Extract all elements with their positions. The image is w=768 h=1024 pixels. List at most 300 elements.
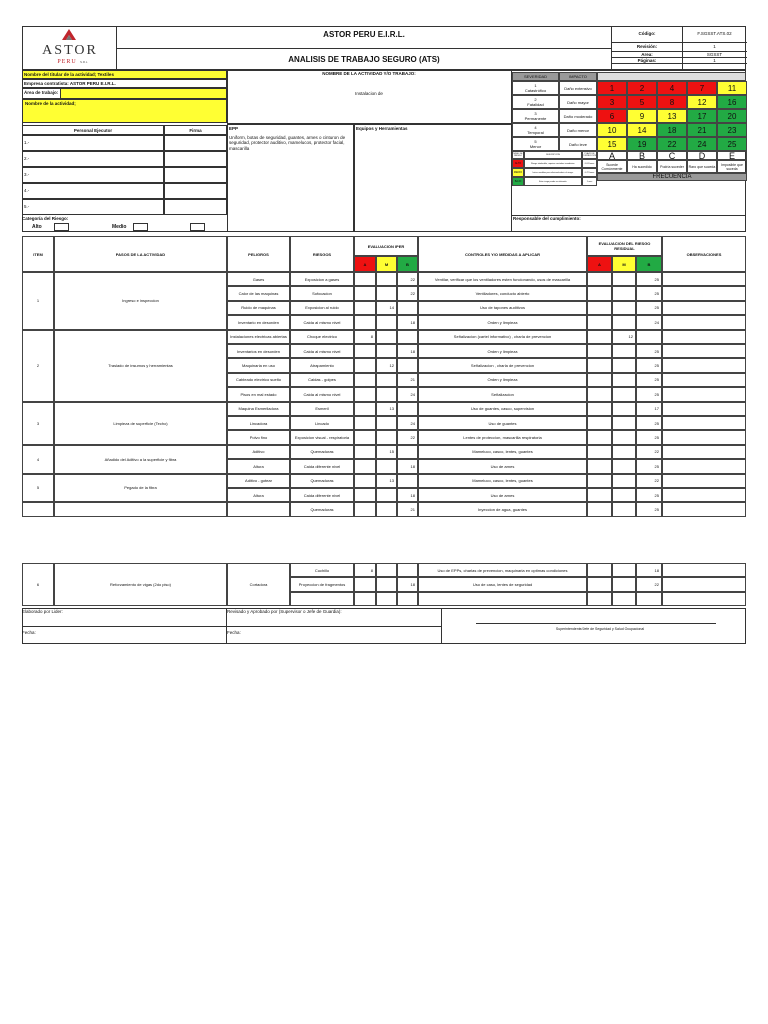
cell-rb: 25 — [636, 344, 662, 358]
cell-ra — [587, 330, 612, 344]
contratista-field: Empresa contratista: ASTOR PERU E.I.R.L. — [22, 79, 227, 88]
firma-sst: Superintendente/Jefe de Seguridad y Salud Ocupacional — [555, 627, 645, 631]
col-obs: OBSERVACIONES — [662, 236, 746, 272]
cell-b — [397, 301, 418, 315]
cell-peligro: Altura — [227, 488, 290, 502]
empty-cell — [397, 592, 418, 606]
matrix-col-desc: Imposible que suceda — [717, 160, 747, 173]
meta-value-codigo: F.SGSST.ATS.02 — [697, 31, 732, 36]
cell-obs — [662, 387, 746, 401]
col-eval: EVALUACION IPER — [354, 236, 418, 256]
matrix-impact: Daño extensivo — [559, 81, 597, 95]
matrix-impact: Daño leve — [559, 137, 597, 151]
cell-ra — [587, 445, 612, 459]
firma-cell — [164, 183, 227, 199]
area-field: Área de trabajo: — [22, 88, 227, 99]
matrix-col-letter: D — [687, 151, 717, 160]
empty-cell — [290, 592, 354, 606]
cell-a — [354, 502, 376, 516]
doc-title: ANALISIS DE TRABAJO SEGURO (ATS) — [288, 55, 440, 64]
item-number: 4 — [22, 445, 54, 474]
matrix-severity: 1 Catastrófico — [512, 81, 559, 95]
cell-b — [397, 445, 418, 459]
cell-m: 14 — [376, 301, 397, 315]
footer-divider-h — [22, 626, 442, 627]
meta-label-codigo: Código: — [638, 31, 656, 36]
legend-level: ALTO — [512, 159, 524, 168]
empty-cell — [612, 592, 636, 606]
cell-control: Señalizacion , charla de prevencion — [418, 358, 587, 372]
cell-m — [376, 459, 397, 473]
matrix-col-desc: Raro que suceda — [687, 160, 717, 173]
matrix-severity: 5 Menor — [512, 137, 559, 151]
cell-rm — [612, 286, 636, 300]
cell-riesgo: Caida al mismo nivel — [290, 387, 354, 401]
cell-control: Orden y limpieza — [418, 373, 587, 387]
cell-m — [376, 416, 397, 430]
activity-step: Ingreso e inspeccion — [54, 272, 227, 330]
matrix-severity: 3 Permanente — [512, 109, 559, 123]
cell-peligro: Maquina Esmeriladora — [227, 402, 290, 416]
cell-b: 18 — [397, 577, 418, 591]
cell-m — [376, 315, 397, 329]
cell-a — [354, 416, 376, 430]
cell-rm — [612, 272, 636, 286]
cell-control: Señalizacion (cartel informativo) , charla de prevencion — [418, 330, 587, 344]
cell-peligro: Inventarios en desorden — [227, 344, 290, 358]
cell-obs — [662, 416, 746, 430]
legend-plazo: 0-24 horas — [582, 159, 597, 168]
cell-b: 18 — [397, 488, 418, 502]
cell-rm — [612, 301, 636, 315]
item-number: 2 — [22, 330, 54, 402]
cell-rb: 25 — [636, 358, 662, 372]
cell-m — [376, 577, 397, 591]
eval-b: B — [397, 256, 418, 272]
legend-text: Riesgo intolerable, requiere controles inmediatos. — [524, 159, 582, 168]
cell-riesgo: Caida diferente nivel — [290, 488, 354, 502]
cell-a — [354, 358, 376, 372]
item-number: 6 — [22, 563, 54, 606]
cell-rb: 22 — [636, 474, 662, 488]
eval-a: A — [354, 256, 376, 272]
matrix-value: 24 — [687, 137, 717, 151]
cell-riesgo: Atrapamiento — [290, 358, 354, 372]
item-number: 3 — [22, 402, 54, 445]
cell-riesgo: Quemaduras — [290, 474, 354, 488]
firma-cell — [164, 199, 227, 215]
cell-b: 24 — [397, 387, 418, 401]
legend-text: Iniciar medidas para eliminar/reducir el riesgo. — [524, 168, 582, 177]
firma-label: Firma — [164, 125, 227, 135]
responsable-line — [512, 215, 746, 216]
col-residual: EVALUACION DEL RIESGO RESIDUAL — [587, 236, 662, 256]
cell-riesgo: Esmeril — [290, 402, 354, 416]
activity-value: Instalacion de — [355, 91, 383, 96]
fecha1-label: Fecha: — [22, 630, 36, 635]
cell-control: Mameluco, casco, lentes, guantes — [418, 474, 587, 488]
cell-a — [354, 387, 376, 401]
cell-obs — [662, 301, 746, 315]
revisado-label: Revisado y Aprobado por (Supervisor o Jefe de Guardia): — [227, 609, 342, 614]
cell-ra — [587, 301, 612, 315]
col-item: ITEM — [22, 236, 54, 272]
matrix-value: 20 — [717, 109, 747, 123]
matrix-value: 18 — [657, 123, 687, 137]
logo — [22, 26, 117, 70]
matrix-impact: Daño mayor — [559, 95, 597, 109]
cell-b — [397, 330, 418, 344]
matrix-value: 11 — [717, 81, 747, 95]
matrix-col-desc: Podría suceder — [657, 160, 687, 173]
personal-row: 4.- — [22, 183, 164, 199]
cell-peligro: Pisos en mal estado — [227, 387, 290, 401]
cell-rb: 25 — [636, 272, 662, 286]
matrix-value: 23 — [717, 123, 747, 137]
cell-ra — [587, 563, 612, 577]
cell-rb: 18 — [636, 563, 662, 577]
cell-obs — [662, 330, 746, 344]
cell-a — [354, 315, 376, 329]
cell-rb: 25 — [636, 373, 662, 387]
alto-label: Alto — [32, 224, 42, 230]
cell-control: Uso de caso, lentes de seguridad — [418, 577, 587, 591]
legend-head-plazo: PLAZO DE CORRECCIÓN — [582, 153, 597, 157]
cell-a — [354, 430, 376, 444]
personal-row: 3.- — [22, 167, 164, 183]
cell-m — [376, 344, 397, 358]
matrix-impact: Daño menor — [559, 123, 597, 137]
cell-b: 22 — [397, 286, 418, 300]
cell-peligro: Ruido de maquinas — [227, 301, 290, 315]
meta-label-area: Area: — [641, 52, 653, 57]
cell-riesgo: Caidas - golpes — [290, 373, 354, 387]
cell-peligro: Instalaciones electricas abiertas — [227, 330, 290, 344]
cell-rm — [612, 387, 636, 401]
cell-control: Orden y limpieza — [418, 315, 587, 329]
cell-obs — [662, 344, 746, 358]
cell-peligro: Aditivo — [227, 445, 290, 459]
cell-peligro: Maquinaria en uso — [227, 358, 290, 372]
cell-rb: 22 — [636, 445, 662, 459]
cell-a — [354, 272, 376, 286]
title-divider — [117, 48, 611, 49]
cell-obs — [662, 358, 746, 372]
nombre-actividad-field: Nombre de la actividad; — [22, 99, 227, 123]
matrix-value: 8 — [657, 95, 687, 109]
item-number: 5 — [22, 474, 54, 503]
cell-b — [397, 474, 418, 488]
cell-a — [354, 488, 376, 502]
cell-rb: 25 — [636, 459, 662, 473]
cell-control: Uso de guantes — [418, 416, 587, 430]
cell-b: 21 — [397, 373, 418, 387]
cell-rm — [612, 315, 636, 329]
meta-label-revision: Revisión: — [636, 44, 658, 49]
matrix-value: 25 — [717, 137, 747, 151]
legend-level: BAJO — [512, 177, 524, 186]
epp-label: EPP — [229, 126, 239, 131]
item-number — [22, 502, 54, 516]
bajo-checkbox[interactable] — [190, 223, 205, 231]
cell-a: 8 — [354, 330, 376, 344]
cell-ra — [587, 402, 612, 416]
matrix-col-desc: Ha sucedido — [627, 160, 657, 173]
cell-b: 24 — [397, 416, 418, 430]
matrix-value: 4 — [657, 81, 687, 95]
firma-cell — [164, 135, 227, 151]
empty-cell — [587, 592, 612, 606]
responsable-label: Responsable del cumplimiento: — [513, 216, 581, 221]
cell-rb: 25 — [636, 502, 662, 516]
cell-b: 22 — [397, 430, 418, 444]
cell-peligro: Gases — [227, 272, 290, 286]
cell-b — [397, 563, 418, 577]
col-peligros: PELIGROS — [227, 236, 290, 272]
cell-a — [354, 577, 376, 591]
cell-a — [354, 373, 376, 387]
logo-sub: PERU — [57, 59, 77, 65]
cell-obs — [662, 474, 746, 488]
cell-peligro: Cableado electrico suelto — [227, 373, 290, 387]
cell-ra — [587, 358, 612, 372]
activity-step: Traslado de insumos y herramientas — [54, 330, 227, 402]
cell-a: 8 — [354, 563, 376, 577]
elaborado-label: Elaborado por Lider: — [22, 609, 63, 614]
cell-rm — [612, 358, 636, 372]
cell-a — [354, 402, 376, 416]
cell-a — [354, 459, 376, 473]
cell-m — [376, 272, 397, 286]
cell-m — [376, 502, 397, 516]
cell-m — [376, 373, 397, 387]
matrix-value: 14 — [627, 123, 657, 137]
activity-header: NOMBRE DE LA ACTIVIDAD Y/O TRABAJO: — [322, 71, 416, 76]
personal-row: 2.- — [22, 151, 164, 167]
cell-obs — [662, 315, 746, 329]
matrix-head-blank — [597, 72, 746, 81]
matrix-col-letter: B — [627, 151, 657, 160]
col-riesgos: RIESGOS — [290, 236, 354, 272]
firma-cell — [164, 151, 227, 167]
cell-control: Inyeccion de agua, guantes — [418, 502, 587, 516]
meta-value-revision: 1 — [713, 44, 716, 49]
cell-m — [376, 286, 397, 300]
cell-riesgo: Quemaduras — [290, 502, 354, 516]
cell-ra — [587, 430, 612, 444]
matrix-value: 1 — [597, 81, 627, 95]
company-name: ASTOR PERU E.I.R.L. — [323, 30, 405, 39]
matrix-severity: 2 Fatalidad — [512, 95, 559, 109]
cell-ra — [587, 373, 612, 387]
matrix-value: 9 — [627, 109, 657, 123]
cell-obs — [662, 502, 746, 516]
matrix-value: 6 — [597, 109, 627, 123]
cell-obs — [662, 459, 746, 473]
cell-b: 22 — [397, 272, 418, 286]
cell-riesgo: Caida diferente nivel — [290, 459, 354, 473]
legend-text: Este riesgo puede ser tolerado. — [524, 177, 582, 186]
cell-ra — [587, 416, 612, 430]
cell-b: 18 — [397, 459, 418, 473]
col-controles: CONTROLES Y/O MEDIDAS A APLICAR — [418, 236, 587, 272]
cell-control: Uso de arnes — [418, 488, 587, 502]
cell-m: 13 — [376, 474, 397, 488]
cell-peligro: Inventario en desorden — [227, 315, 290, 329]
cell-ra — [587, 344, 612, 358]
matrix-frecuencia: FRECUENCIA — [597, 173, 747, 181]
cell-rm — [612, 459, 636, 473]
cell-obs — [662, 286, 746, 300]
matrix-value: 13 — [657, 109, 687, 123]
cell-control: Señalizacion — [418, 387, 587, 401]
cell-rm — [612, 402, 636, 416]
cell-rb: 25 — [636, 488, 662, 502]
cell-b: 18 — [397, 315, 418, 329]
empty-cell — [376, 592, 397, 606]
fecha2-label: Fecha: — [227, 630, 241, 635]
cell-peligro: Cortadora — [227, 563, 290, 606]
cell-m: 13 — [376, 402, 397, 416]
cell-control: Ventilar, verificar que los ventiladores esten funcionando, usos de mascarilla — [418, 272, 587, 286]
cell-control: Mameluco, casco, lentes, guantes — [418, 445, 587, 459]
cell-m — [376, 387, 397, 401]
cell-rb: 17 — [636, 402, 662, 416]
cell-rb: 25 — [636, 387, 662, 401]
logo-text: ASTOR — [42, 43, 98, 58]
cell-rm — [612, 502, 636, 516]
matrix-severity: 4 Temporal — [512, 123, 559, 137]
cell-m — [376, 563, 397, 577]
matrix-col-letter: C — [657, 151, 687, 160]
cell-m: 15 — [376, 445, 397, 459]
cell-rb: 22 — [636, 577, 662, 591]
signature-line — [476, 623, 716, 624]
cell-a — [354, 445, 376, 459]
matrix-value: 22 — [657, 137, 687, 151]
matrix-value: 12 — [687, 95, 717, 109]
cell-riesgo: Exposicion visual - respiratoria — [290, 430, 354, 444]
cell-riesgo: Proyeccion de fragmentos — [290, 577, 354, 591]
cell-m — [376, 330, 397, 344]
matrix-value: 2 — [627, 81, 657, 95]
cell-b: 21 — [397, 502, 418, 516]
legend-plazo: 1 mes — [582, 177, 597, 186]
medio-checkbox[interactable] — [133, 223, 148, 231]
personal-row: 1.- — [22, 135, 164, 151]
empty-cell — [636, 592, 662, 606]
cell-b: 18 — [397, 344, 418, 358]
cell-peligro: Aditivo - gotear — [227, 474, 290, 488]
cell-rb — [636, 330, 662, 344]
epp-text: Uniform, botas de seguridad, guantes, arnes o cinturon de seguridad, protector auditivo, mamelucos, protector facial, mascarilla — [229, 135, 346, 151]
cell-riesgo: Quemaduras — [290, 445, 354, 459]
cell-riesgo: Lincado — [290, 416, 354, 430]
meta-divider-h1 — [612, 42, 747, 43]
cell-rb: 25 — [636, 430, 662, 444]
cell-peligro: Calor de las maquinas — [227, 286, 290, 300]
legend-level: MEDIO — [512, 168, 524, 177]
cell-ra — [587, 387, 612, 401]
res-m: M — [612, 256, 636, 272]
cell-rm — [612, 344, 636, 358]
meta-value-area: SGSST — [706, 52, 723, 57]
cell-obs — [662, 445, 746, 459]
meta-box — [611, 26, 746, 70]
cell-rb: 25 — [636, 286, 662, 300]
activity-step: Pegado de la fibra — [54, 474, 227, 503]
cell-riesgo: Exposicion al ruido — [290, 301, 354, 315]
cell-obs — [662, 373, 746, 387]
cell-ra — [587, 488, 612, 502]
cell-m — [376, 430, 397, 444]
empty-cell — [354, 592, 376, 606]
meta-value-paginas: 1 — [713, 58, 716, 63]
cell-ra — [587, 272, 612, 286]
res-a: A — [587, 256, 612, 272]
matrix-col-letter: E — [717, 151, 747, 160]
cell-rb: 25 — [636, 301, 662, 315]
matrix-value: 10 — [597, 123, 627, 137]
medio-label: Medio — [112, 224, 127, 230]
titular-field: Nombre del titular de la actividad; Textiles — [22, 70, 227, 79]
epp-box — [227, 124, 354, 232]
empty-cell — [662, 592, 746, 606]
cell-riesgo: Caida al mismo nivel — [290, 315, 354, 329]
legend-plazo: 0-72 horas — [582, 168, 597, 177]
activity-step — [54, 502, 227, 516]
equipos-box — [354, 124, 512, 232]
cell-control: Uso de tapones auditivos — [418, 301, 587, 315]
cell-riesgo: Sofocacion — [290, 286, 354, 300]
cell-rm — [612, 430, 636, 444]
item-number: 1 — [22, 272, 54, 330]
matrix-value: 19 — [627, 137, 657, 151]
personal-row: 5.- — [22, 199, 164, 215]
cell-peligro: Lincadora — [227, 416, 290, 430]
matrix-value: 15 — [597, 137, 627, 151]
cell-obs — [662, 563, 746, 577]
matrix-col-desc: Sucede Comúnmente — [597, 160, 627, 173]
firma-cell — [164, 167, 227, 183]
categoria-label: Categoría del Riesgo: — [22, 216, 69, 221]
equipos-label: Equipos y Herramientas — [356, 126, 408, 131]
cell-rm — [612, 474, 636, 488]
matrix-impact: Daño moderado — [559, 109, 597, 123]
personal-label: Personal Ejecutor — [22, 125, 164, 135]
eval-m: M — [376, 256, 397, 272]
cell-rm — [612, 563, 636, 577]
cell-rm — [612, 577, 636, 591]
cell-riesgo: Exposicion a gases — [290, 272, 354, 286]
matrix-value: 7 — [687, 81, 717, 95]
cell-b — [397, 402, 418, 416]
cell-rm — [612, 488, 636, 502]
cell-control: Lentes de proteccion, mascarilla respiratoria — [418, 430, 587, 444]
empty-cell — [418, 592, 587, 606]
legend-head-desc: DESCRIPCIÓN — [524, 151, 582, 159]
cell-obs — [662, 272, 746, 286]
cell-control: Ventiladores, conducto abierto — [418, 286, 587, 300]
cell-control: Uso de EPPs, charlas de prevencion, maquinaria en optimas condiciones — [418, 563, 587, 577]
cell-obs — [662, 577, 746, 591]
logo-tag: S.R.L — [80, 60, 88, 64]
cell-a — [354, 344, 376, 358]
alto-checkbox[interactable] — [54, 223, 69, 231]
activity-step: Limpieza de superficie (Techo) — [54, 402, 227, 445]
cell-riesgo: Caida al mismo nivel — [290, 344, 354, 358]
cell-rm — [612, 416, 636, 430]
